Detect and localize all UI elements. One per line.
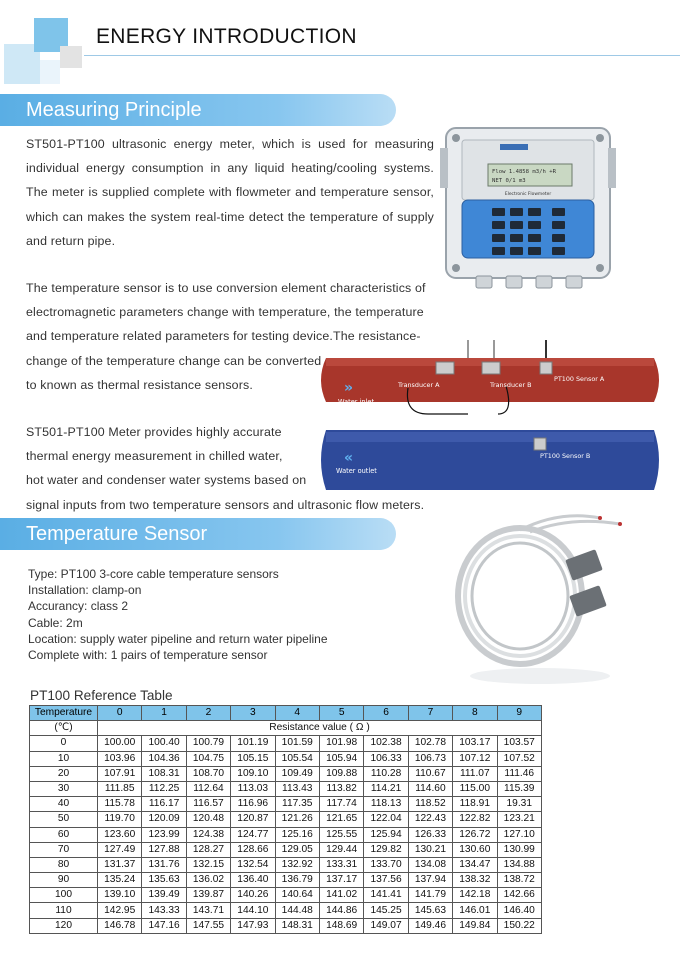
temperature-cell: 110 (30, 903, 98, 918)
resistance-cell: 127.49 (98, 842, 142, 857)
resistance-cell: 128.27 (186, 842, 230, 857)
resistance-cell: 105.94 (319, 751, 363, 766)
temperature-cell: 120 (30, 918, 98, 933)
resistance-cell: 125.55 (319, 827, 363, 842)
sensor-b-label: PT100 Sensor B (540, 452, 591, 460)
resistance-cell: 103.17 (453, 736, 497, 751)
resistance-cell: 134.47 (453, 857, 497, 872)
resistance-cell: 119.70 (98, 812, 142, 827)
resistance-cell: 126.33 (408, 827, 452, 842)
resistance-cell: 19.31 (497, 797, 541, 812)
paragraph-line: and temperature related parameters for testing device.The resistance- (26, 329, 421, 344)
resistance-cell: 115.78 (98, 797, 142, 812)
resistance-cell: 125.94 (364, 827, 408, 842)
resistance-cell: 112.25 (142, 781, 186, 796)
resistance-cell: 129.05 (275, 842, 319, 857)
header-cell: 7 (408, 706, 452, 721)
resistance-cell: 106.33 (364, 751, 408, 766)
resistance-cell: 110.28 (364, 766, 408, 781)
resistance-cell: 139.87 (186, 888, 230, 903)
table-row (30, 903, 542, 918)
svg-text:»: » (344, 380, 354, 396)
table-header-row (30, 706, 542, 721)
resistance-cell: 145.25 (364, 903, 408, 918)
temperature-cell: 60 (30, 827, 98, 842)
section-banner-measuring-principle: Measuring Principle (0, 94, 396, 126)
table-row (30, 918, 542, 933)
resistance-cell: 109.88 (319, 766, 363, 781)
resistance-cell: 137.17 (319, 873, 363, 888)
resistance-cell: 129.44 (319, 842, 363, 857)
temperature-cell: 30 (30, 781, 98, 796)
resistance-cell: 127.10 (497, 827, 541, 842)
header-decor-square (60, 46, 82, 68)
table-unit-row (30, 721, 542, 736)
resistance-cell: 111.85 (98, 781, 142, 796)
temperature-cell: 40 (30, 797, 98, 812)
paragraph-line: signal inputs from two temperature sensors and ultrasonic flow meters. (26, 497, 425, 512)
spec-line: Cable: 2m (28, 615, 83, 630)
temperature-cell: 0 (30, 736, 98, 751)
header-decor-square (40, 60, 60, 84)
reference-table-title: PT100 Reference Table (30, 688, 173, 703)
resistance-cell: 100.79 (186, 736, 230, 751)
resistance-cell: 138.72 (497, 873, 541, 888)
resistance-cell: 125.16 (275, 827, 319, 842)
resistance-cell: 138.32 (453, 873, 497, 888)
resistance-cell: 123.60 (98, 827, 142, 842)
paragraph-line: hot water and condenser water systems based on (26, 473, 307, 488)
resistance-cell: 116.17 (142, 797, 186, 812)
resistance-cell: 121.26 (275, 812, 319, 827)
resistance-cell: 137.94 (408, 873, 452, 888)
unit-cell: (℃) (30, 721, 98, 736)
resistance-cell: 100.40 (142, 736, 186, 751)
transducer-b-label: Transducer B (490, 381, 532, 389)
resistance-cell: 149.84 (453, 918, 497, 933)
header-cell: 6 (364, 706, 408, 721)
table-row (30, 751, 542, 766)
resistance-cell: 107.52 (497, 751, 541, 766)
resistance-cell: 116.57 (186, 797, 230, 812)
resistance-cell: 120.48 (186, 812, 230, 827)
resistance-cell: 118.52 (408, 797, 452, 812)
resistance-cell: 109.49 (275, 766, 319, 781)
header-cell: 5 (319, 706, 363, 721)
spec-line: Complete with: 1 pairs of temperature sensor (28, 648, 268, 663)
spec-line: Type: PT100 3-core cable temperature sensors (28, 567, 279, 581)
resistance-cell: 131.76 (142, 857, 186, 872)
section-banner-temperature-sensor: Temperature Sensor (0, 518, 396, 550)
device-display-line1: Flow 1.4858 m3/h +R (492, 169, 556, 175)
table-row (30, 888, 542, 903)
resistance-cell: 123.99 (142, 827, 186, 842)
resistance-cell: 136.40 (231, 873, 275, 888)
resistance-cell: 150.22 (497, 918, 541, 933)
resistance-cell: 122.04 (364, 812, 408, 827)
temperature-cell: 90 (30, 873, 98, 888)
resistance-cell: 120.09 (142, 812, 186, 827)
resistance-cell: 130.99 (497, 842, 541, 857)
resistance-cell: 141.02 (319, 888, 363, 903)
resistance-cell: 139.49 (142, 888, 186, 903)
header-cell: 1 (142, 706, 186, 721)
table-row (30, 812, 542, 827)
resistance-cell: 149.46 (408, 918, 452, 933)
device-brand-label: Electronic Flowmeter (504, 192, 552, 197)
resistance-cell: 142.95 (98, 903, 142, 918)
resistance-cell: 124.38 (186, 827, 230, 842)
resistance-cell: 111.07 (453, 766, 497, 781)
energy-meter-device-illustration (440, 126, 616, 290)
spec-line: Installation: clamp-on (28, 583, 142, 598)
water-inlet-label: Water inlet (338, 398, 375, 406)
resistance-cell: 109.10 (231, 766, 275, 781)
resistance-cell: 142.18 (453, 888, 497, 903)
resistance-cell: 103.96 (98, 751, 142, 766)
resistance-cell: 147.55 (186, 918, 230, 933)
table-row (30, 736, 542, 751)
temperature-cell: 50 (30, 812, 98, 827)
resistance-cell: 136.02 (186, 873, 230, 888)
table-row (30, 873, 542, 888)
resistance-cell: 112.64 (186, 781, 230, 796)
pipes-illustration (318, 340, 664, 500)
device-display-line2: NET 0/1 m3 (492, 178, 526, 184)
header-cell: 2 (186, 706, 230, 721)
spec-line: Accurancy: class 2 (28, 599, 129, 614)
resistance-cell: 132.92 (275, 857, 319, 872)
resistance-cell: 127.88 (142, 842, 186, 857)
resistance-cell: 103.57 (497, 736, 541, 751)
resistance-cell: 101.98 (319, 736, 363, 751)
resistance-cell: 120.87 (231, 812, 275, 827)
resistance-cell: 115.00 (453, 781, 497, 796)
spec-line: Location: supply water pipeline and return water pipeline (28, 631, 328, 646)
resistance-cell: 100.00 (98, 736, 142, 751)
water-outlet-label: Water outlet (336, 467, 377, 475)
resistance-cell: 148.69 (319, 918, 363, 933)
resistance-cell: 146.78 (98, 918, 142, 933)
resistance-cell: 145.63 (408, 903, 452, 918)
resistance-cell: 115.39 (497, 781, 541, 796)
header-divider (84, 55, 680, 56)
resistance-cell: 137.56 (364, 873, 408, 888)
resistance-cell: 132.15 (186, 857, 230, 872)
resistance-cell: 146.01 (453, 903, 497, 918)
table-row (30, 857, 542, 872)
resistance-cell: 116.96 (231, 797, 275, 812)
temperature-cell: 20 (30, 766, 98, 781)
sensor-a-label: PT100 Sensor A (554, 375, 605, 383)
resistance-cell: 117.74 (319, 797, 363, 812)
resistance-cell: 143.33 (142, 903, 186, 918)
resistance-cell: 132.54 (231, 857, 275, 872)
sensor-cable-illustration (450, 500, 640, 690)
resistance-cell: 147.93 (231, 918, 275, 933)
paragraph-line: The temperature sensor is to use conversion element characteristics of (26, 281, 426, 295)
resistance-cell: 114.21 (364, 781, 408, 796)
resistance-cell: 118.13 (364, 797, 408, 812)
resistance-cell: 106.73 (408, 751, 452, 766)
resistance-cell: 123.21 (497, 812, 541, 827)
resistance-cell: 110.67 (408, 766, 452, 781)
resistance-cell: 129.82 (364, 842, 408, 857)
intro-paragraph: ST501-PT100 ultrasonic energy meter, which is used for measuring individual energy consumption in any liquid heating/cooling systems. The meter is supplied complete with flowmeter and temperature sensor, which can makes the system real-time detect the temperature of supply and return pipe. (26, 137, 434, 248)
resistance-cell: 122.82 (453, 812, 497, 827)
paragraph-line: electromagnetic parameters change with temperature, the temperature (26, 305, 424, 320)
resistance-cell: 139.10 (98, 888, 142, 903)
resistance-cell: 131.37 (98, 857, 142, 872)
resistance-cell: 149.07 (364, 918, 408, 933)
resistance-cell: 144.48 (275, 903, 319, 918)
resistance-cell: 143.71 (186, 903, 230, 918)
table-row (30, 766, 542, 781)
resistance-cell: 134.88 (497, 857, 541, 872)
resistance-cell: 108.31 (142, 766, 186, 781)
resistance-cell: 124.77 (231, 827, 275, 842)
resistance-cell: 130.21 (408, 842, 452, 857)
table-row (30, 797, 542, 812)
resistance-cell: 144.86 (319, 903, 363, 918)
table-row (30, 781, 542, 796)
resistance-cell: 134.08 (408, 857, 452, 872)
resistance-cell: 136.79 (275, 873, 319, 888)
resistance-cell: 126.72 (453, 827, 497, 842)
resistance-cell: 102.38 (364, 736, 408, 751)
sensor-specs (28, 566, 328, 663)
temperature-cell: 80 (30, 857, 98, 872)
temperature-cell: 100 (30, 888, 98, 903)
header-cell: 8 (453, 706, 497, 721)
resistance-cell: 101.59 (275, 736, 319, 751)
paragraph-line: change of the temperature change can be converted (26, 353, 322, 368)
resistance-cell: 113.43 (275, 781, 319, 796)
header-cell: Temperature (30, 706, 98, 721)
resistance-cell: 133.31 (319, 857, 363, 872)
resistance-cell: 108.70 (186, 766, 230, 781)
resistance-cell: 107.91 (98, 766, 142, 781)
paragraph-line: to known as thermal resistance sensors. (26, 377, 253, 392)
table-row (30, 842, 542, 857)
resistance-cell: 148.31 (275, 918, 319, 933)
resistance-cell: 141.41 (364, 888, 408, 903)
resistance-cell: 146.40 (497, 903, 541, 918)
resistance-cell: 147.16 (142, 918, 186, 933)
transducer-a-label: Transducer A (398, 381, 440, 389)
resistance-cell: 114.60 (408, 781, 452, 796)
resistance-cell: 101.19 (231, 736, 275, 751)
resistance-cell: 140.26 (231, 888, 275, 903)
resistance-cell: 104.75 (186, 751, 230, 766)
paragraph-line: thermal energy measurement in chilled water, (26, 449, 283, 464)
resistance-cell: 111.46 (497, 766, 541, 781)
resistance-cell: 130.60 (453, 842, 497, 857)
resistance-cell: 135.24 (98, 873, 142, 888)
page-title: ENERGY INTRODUCTION (96, 25, 357, 48)
resistance-cell: 142.66 (497, 888, 541, 903)
resistance-cell: 113.82 (319, 781, 363, 796)
temperature-cell: 70 (30, 842, 98, 857)
resistance-cell: 107.12 (453, 751, 497, 766)
resistance-cell: 133.70 (364, 857, 408, 872)
resistance-cell: 144.10 (231, 903, 275, 918)
resistance-cell: 140.64 (275, 888, 319, 903)
resistance-cell: 113.03 (231, 781, 275, 796)
resistance-cell: 105.54 (275, 751, 319, 766)
resistance-label-cell: Resistance value ( Ω ) (98, 721, 542, 736)
resistance-cell: 102.78 (408, 736, 452, 751)
resistance-cell: 118.91 (453, 797, 497, 812)
pt100-reference-table (29, 705, 542, 934)
resistance-cell: 121.65 (319, 812, 363, 827)
resistance-cell: 135.63 (142, 873, 186, 888)
table-row (30, 827, 542, 842)
header-cell: 9 (497, 706, 541, 721)
temperature-cell: 10 (30, 751, 98, 766)
header-cell: 3 (231, 706, 275, 721)
resistance-cell: 105.15 (231, 751, 275, 766)
paragraph-line: ST501-PT100 Meter provides highly accurate (26, 425, 282, 439)
resistance-cell: 104.36 (142, 751, 186, 766)
resistance-cell: 122.43 (408, 812, 452, 827)
resistance-cell: 141.79 (408, 888, 452, 903)
header-cell: 0 (98, 706, 142, 721)
resistance-cell: 128.66 (231, 842, 275, 857)
svg-text:«: « (344, 450, 354, 466)
resistance-cell: 117.35 (275, 797, 319, 812)
header-cell: 4 (275, 706, 319, 721)
